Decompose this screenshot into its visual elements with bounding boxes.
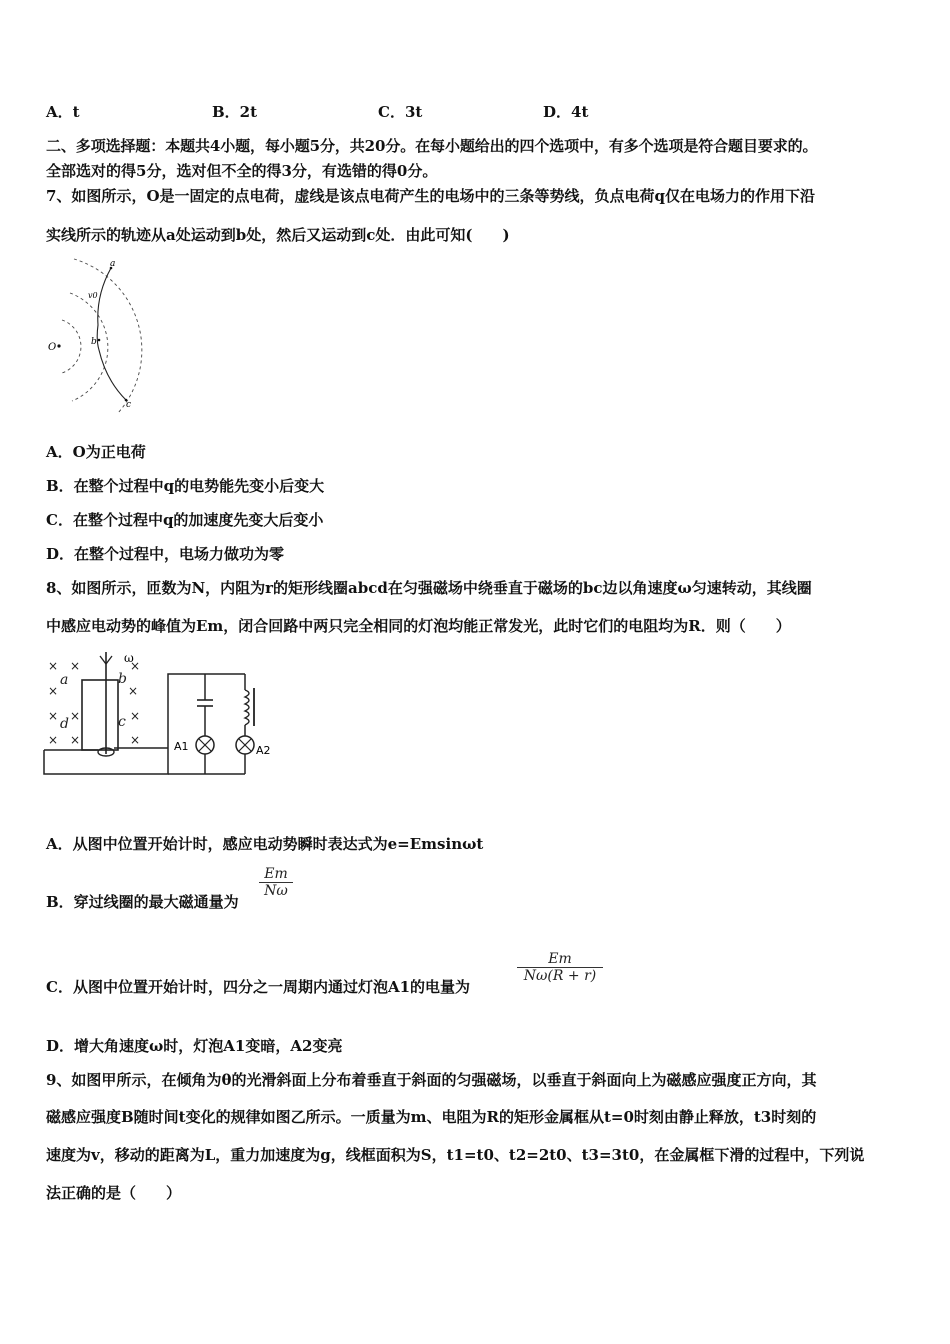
svg-text:×: × — [130, 733, 141, 747]
q8-option-b-denominator: Nω — [264, 883, 288, 899]
q8-stem-line2: 中感应电动势的峰值为Em，闭合回路中两只完全相同的灯泡均能正常发光，此时它们的电阻均为R．则（ ） — [46, 617, 791, 635]
q7-option-b: B．在整个过程中q的电势能先变小后变大 — [46, 477, 325, 495]
svg-text:×: × — [128, 684, 139, 698]
svg-text:×: × — [48, 659, 59, 673]
q9-stem-line2: 磁感应强度B随时间t变化的规律如图乙所示。一质量为m、电阻为R的矩形金属框从t=0时刻由静止释放，t3时刻的 — [46, 1108, 817, 1126]
q8-option-b: B．穿过线圈的最大磁通量为 — [46, 893, 239, 911]
q8-option-c: C．从图中位置开始计时，四分之一周期内通过灯泡A1的电量为 — [46, 978, 471, 996]
section2-line1: 二、多项选择题：本题共4小题，每小题5分，共20分。在每小题给出的四个选项中，有多个选项是符合题目要求的。 — [46, 137, 818, 155]
q7-label-a: a — [110, 259, 116, 269]
q8-option-c-fraction — [517, 951, 603, 984]
svg-text:×: × — [48, 709, 59, 723]
q8-option-c-numerator: Em — [548, 951, 572, 967]
q7-label-o: O — [48, 342, 57, 353]
svg-text:×: × — [48, 733, 59, 747]
q8-label-c: c — [118, 714, 126, 730]
q9-stem-line3: 速度为v，移动的距离为L，重力加速度为g，线框面积为S，t1=t0、t2=2t0、t3=3t0，在金属框下滑的过程中，下列说 — [46, 1146, 865, 1164]
q7-stem-line1: 7、如图所示，O是一固定的点电荷，虚线是该点电荷产生的电场中的三条等势线，负点电荷q仅在电场力的作用下沿 — [46, 187, 815, 205]
q6-option-c: C．3t — [378, 103, 423, 121]
q8-label-a2: A2 — [256, 744, 271, 757]
svg-text:×: × — [130, 659, 141, 673]
svg-text:×: × — [70, 709, 81, 723]
q8-option-a: A．从图中位置开始计时，感应电动势瞬时表达式为e=Emsinωt — [46, 835, 484, 853]
svg-text:×: × — [48, 684, 59, 698]
q6-option-a: A．t — [46, 103, 80, 121]
svg-text:×: × — [70, 659, 81, 673]
q8-stem-line1: 8、如图所示，匝数为N，内阻为r的矩形线圈abcd在匀强磁场中绕垂直于磁场的bc边以角速度ω匀速转动，其线圈 — [46, 579, 812, 597]
q8-label-a1: A1 — [174, 740, 189, 753]
q7-stem-line2: 实线所示的轨迹从a处运动到b处，然后又运动到c处．由此可知( ) — [46, 226, 510, 244]
q8-option-b-numerator: Em — [264, 866, 288, 882]
q8-label-omega: ω — [124, 651, 134, 665]
svg-text:×: × — [130, 709, 141, 723]
q6-option-d: D．4t — [543, 103, 589, 121]
q9-stem-line4: 法正确的是（ ） — [46, 1184, 182, 1202]
q8-circuit-figure — [40, 650, 280, 782]
q8-label-b: b — [118, 671, 127, 687]
q9-stem-line1: 9、如图甲所示，在倾角为θ的光滑斜面上分布着垂直于斜面的匀强磁场，以垂直于斜面向上为磁感应强度正方向，其 — [46, 1071, 817, 1089]
q7-label-b: b — [91, 337, 97, 347]
q7-option-c: C．在整个过程中q的加速度先变大后变小 — [46, 511, 324, 529]
q8-option-b-fraction — [259, 866, 293, 899]
svg-text:×: × — [70, 733, 81, 747]
q8-label-a: a — [60, 672, 69, 688]
q7-option-d: D．在整个过程中，电场力做功为零 — [46, 545, 285, 563]
section2-line2: 全部选对的得5分，选对但不全的得3分，有选错的得0分。 — [46, 162, 438, 180]
q7-label-v0: v0 — [88, 291, 98, 300]
q7-field-figure — [44, 255, 164, 415]
q8-option-d: D．增大角速度ω时，灯泡A1变暗，A2变亮 — [46, 1037, 343, 1055]
q6-option-b: B．2t — [212, 103, 258, 121]
q8-label-d: d — [60, 716, 69, 732]
q8-option-c-denominator: Nω(R + r) — [523, 968, 597, 984]
q7-option-a: A．O为正电荷 — [46, 443, 146, 461]
q7-label-c: c — [126, 400, 132, 410]
